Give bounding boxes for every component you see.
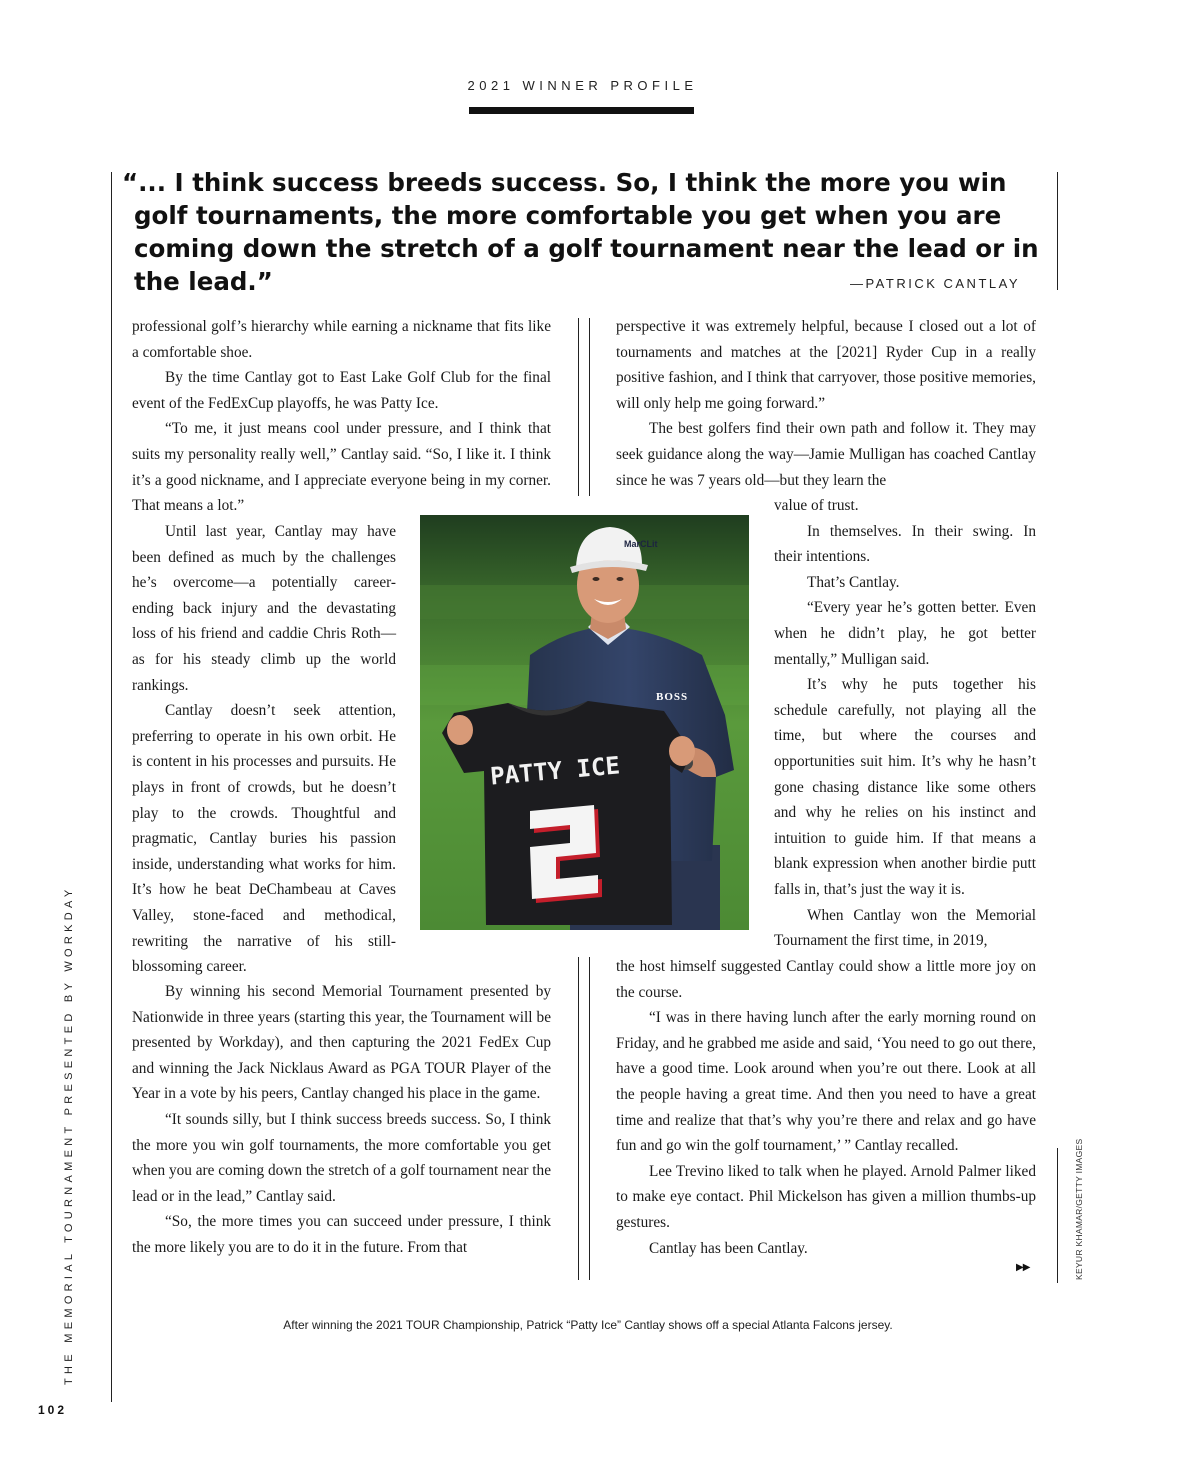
paragraph: By the time Cantlay got to East Lake Golf Club for the final event of the FedExCup playoffs, he was Patty Ice. [132,369,551,412]
photo-credit: KEYUR KHAMAR/GETTY IMAGES [1074,1138,1084,1280]
article-left-top [132,314,551,519]
right-hand [669,736,695,766]
article-left-bottom [132,979,551,1261]
left-margin-rule [111,172,112,1402]
running-head: THE MEMORIAL TOURNAMENT PRESENTED BY WORKDAY [63,885,75,1385]
paragraph: “It sounds silly, but I think success breeds success. So, I think the more you win golf tournaments, the more comfortable you get when you are coming down the stretch of a golf tournament near the lead or in the lead,” Cantlay said. [132,1110,551,1205]
article-right-narrow [774,493,1036,954]
eye [593,577,600,581]
paragraph: perspective it was extremely helpful, because I closed out a lot of tournaments and matches at the [2021] Ryder Cup in a really positive fashion, and I think that carryover, those positive memories, will only help me going forward.” [616,318,1036,412]
gutter-rule-lower-a [578,957,579,1280]
credit-rule [1057,1148,1058,1283]
photo-caption: After winning the 2021 TOUR Championship, Patrick “Patty Ice” Cantlay shows off a special Atlanta Falcons jersey. [283,1318,893,1332]
paragraph: Lee Trevino liked to talk when he played. Arnold Palmer liked to make eye contact. Phil Mickelson has given a million thumbs-up gestures. [616,1162,1036,1231]
paragraph: “I was in there having lunch after the early morning round on Friday, and he grabbed me aside and said, ‘You need to go out there, have a good time. Look around when you’re out there. Look at all the people having a great time. And then you need to have a great time and realize that that’s why you’re there and relax and go have fun and go win the golf tournament,’ ” Cantlay recalled. [616,1009,1036,1155]
paragraph: the host himself suggested Cantlay could show a little more joy on the course. [616,958,1036,1001]
paragraph: professional golf’s hierarchy while earning a nickname that fits like a comfortable shoe. [132,318,551,361]
shirt-logo-text: BOSS [656,691,689,703]
paragraph: value of trust. [774,497,859,514]
jersey-name-text: PATTY ICE [489,751,622,791]
eye [617,577,624,581]
paragraph: “To me, it just means cool under pressure, and I think that suits my personality really well,” Cantlay said. “So, I like it. I think it’s a good nickname, and I appreciate everyone being in my corner. That means a lot.” [132,420,551,515]
paragraph: When Cantlay won the Memorial Tournament the first time, in 2019, [774,906,1036,950]
paragraph: Cantlay doesn’t seek attention, preferring to operate in his own orbit. He is content in his processes and pursuits. He plays in front of crowds, but he doesn’t play to the crowds. Thoughtful and pragmatic, Cantlay buries his passion inside, understanding what works for him. It’s how he beat DeChambeau at Caves Valley, stone-faced and methodical, rewriting the narrative of his still-blossoming career. [132,702,396,976]
article-right-top [616,314,1036,493]
article-right-bottom [616,954,1036,1261]
cap-logo-text: MarCLit [624,539,658,549]
paragraph: “So, the more times you can succeed under pressure, I think the more likely you are to do it in the future. From that [132,1213,551,1256]
section-label: 2021 WINNER PROFILE [467,78,698,93]
jersey-number-label [532,803,598,899]
paragraph: Until last year, Cantlay may have been defined as much by the challenges he’s overcome—a potentially career-ending back injury and the devastating loss of his friend and caddie Chris Roth—as for his steady climb up the world rankings. [132,523,396,694]
gutter-rule-lower-b [589,957,590,1280]
paragraph: In themselves. In their swing. In their intentions. [774,522,1036,566]
gutter-rule-upper-a [578,318,579,496]
paragraph: That’s Cantlay. [807,573,900,591]
section-rule [469,107,694,114]
continue-marker: ▶▶ [1016,1262,1030,1273]
left-hand [447,715,473,745]
paragraph: The best golfers find their own path and follow it. They may seek guidance along the way—Jamie Mulligan has coached Cantlay since he was 7 years old—but they learn the [616,420,1036,489]
article-left-narrow [132,519,396,980]
pull-quote: “... I think success breeds success. So, I think the more you win golf tournaments, the more comfortable you get when you are coming down the stretch of a golf tournament near the lead or in the lead.” [122,168,1039,296]
paragraph: It’s why he puts together his schedule carefully, not playing all the time, but where the courses and opportunities suit him. It’s why he hasn’t gone chasing distance like some others and why he relies on his instinct and intuition to guide him. If that means a blank expression when another birdie putt falls in, that’s just the way it is. [774,676,1036,898]
cantlay-jersey-photo [420,515,749,930]
paragraph: By winning his second Memorial Tournament presented by Nationwide in three years (starting this year, the Tournament will be presented by Workday), and then capturing the 2021 FedEx Cup and winning the Jack Nicklaus Award as PGA TOUR Player of the Year in a vote by his peers, Cantlay changed his place in the game. [132,983,551,1103]
page-number: 102 [38,1403,68,1417]
gutter-rule-upper-b [589,318,590,496]
quote-right-rule [1057,172,1058,290]
paragraph: “Every year he’s gotten better. Even when he didn’t play, he got better mentally,” Mulligan said. [774,599,1036,668]
pull-quote-attribution: —PATRICK CANTLAY [849,276,1020,291]
paragraph: Cantlay has been Cantlay. [649,1239,808,1257]
